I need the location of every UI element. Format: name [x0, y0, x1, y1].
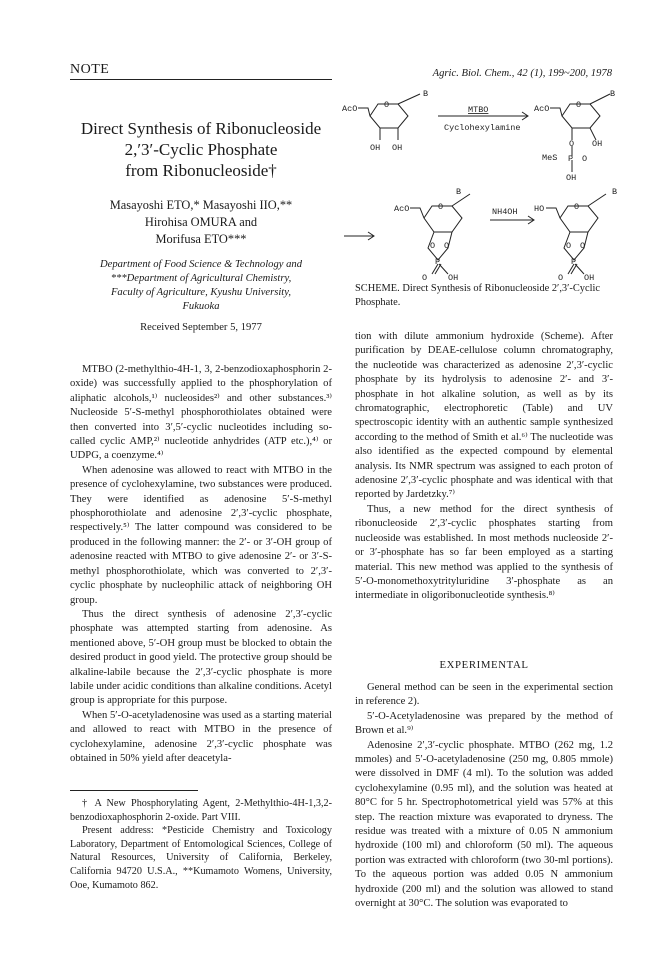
label-mes: MeS [542, 153, 558, 163]
label-aco: AcO [394, 204, 410, 214]
label-o: O [580, 241, 586, 251]
label-aco: AcO [342, 104, 358, 114]
footnote-rule [70, 790, 198, 791]
title-line: from Ribonucleoside† [125, 161, 277, 180]
label-o: O [569, 139, 575, 149]
section-label: NOTE [70, 62, 110, 77]
label-oh: OH [592, 139, 603, 149]
footnote: Present address: *Pesticide Chemistry and Toxicology Laboratory, Department of Entomological Sciences, College of Natural Resources, University of California, Berkeley, California 94720 U.S.A., **Kumamoto Womens, University, Ooe, Kumamoto 862. [70, 825, 332, 891]
body-paragraph: When 5′-O-acetyladenosine was used as a starting material and allowed to react with MTBO in the presence of cyclohexylamine, adenosine 2′,3′-cyclic phosphate was obtained in 50% yield after deacetyla- [70, 709, 332, 764]
author-line: Masayoshi ETO,* Masayoshi IIO,** [109, 198, 293, 212]
label-p: P [568, 154, 574, 164]
label-oh: OH [370, 143, 381, 153]
reagent-cyclohexylamine: Cyclohexylamine [444, 123, 521, 133]
affiliation-line: Faculty of Agriculture, Kyushu University, [110, 287, 292, 298]
footnotes [70, 797, 332, 892]
experimental-paragraph: Adenosine 2′,3′-cyclic phosphate. MTBO (262 mg, 1.2 mmoles) and 5′-O-acetyladenosine (250 mg, 0.805 mmole) were dissolved in DMF (4 ml). To the solution was added cyclohexylamine (0.95 ml), and the solution was heated at 80°C for 5 hr. Spectrophotometrical yield was 57% at this step. The reaction mixture was evaporated to dryness. The residue was treated with a mixture of 0.05 N ammonium hydroxide (100 ml) and chloroform (50 ml). The aqueous portion was extracted with chloroform (two 30-ml portions). To the aqueous portion was added 0.05 N ammonium hydroxide (200 ml) and the solution was allowed to stand overnight at 30°C. The solution was evaporated to [355, 739, 613, 910]
affiliation-line: ***Department of Agricultural Chemistry, [110, 273, 292, 284]
label-b: B [612, 187, 618, 197]
experimental-heading: EXPERIMENTAL [439, 659, 529, 671]
title-line: Direct Synthesis of Ribonucleoside [80, 119, 322, 138]
reagent-nh4oh: NH4OH [492, 207, 518, 217]
label-o: O [444, 241, 450, 251]
header-rule [70, 79, 332, 80]
reaction-scheme [340, 88, 622, 280]
experimental-paragraph: 5′-O-Acetyladenosine was prepared by the method of Brown et al.⁹⁾ [355, 710, 613, 737]
label-b: B [423, 89, 429, 99]
experimental-paragraph: General method can be seen in the experimental section in reference 2). [355, 682, 613, 708]
body-paragraph: Thus, a new method for the direct synthesis of ribonucleoside 2′,3′-cyclic phosphates starting from nucleoside was established. In most methods nucleoside 2′- or 3′-phosphate has so far been employed as a starting material. This new method was applied to the synthesis of 5′-O-monomethoxytrityluridine 3′-phosphate as an intermediate in oligoribonucleotide synthesis.⁸⁾ [355, 503, 613, 602]
label-ho: HO [534, 204, 545, 214]
right-column-body [355, 330, 613, 604]
affiliation-line: Fukuoka [182, 301, 220, 312]
body-paragraph: tion with dilute ammonium hydroxide (Scheme). After purification by DEAE-cellulose column chromatography, the nucleotide was characterized as adenosine 2′,3′-cyclic phosphate by its hydrolysis to adenosine 2′- and 3′-phosphate in hot alkaline solution, as well as by its chromatographic, electrophoretic (Table) and UV spectroscopic identity with an authentic sample synthesized according to the method of Smith et al.⁶⁾ The nucleotide was also identified as the expected compound by elemental analysis. Its NMR spectrum was assigned to each proton of adenosine 2′,3′-cyclic phosphate and was identical with that reported by Jardetzky.⁷⁾ [355, 331, 613, 501]
label-p: P [435, 257, 441, 267]
affiliation-line: Department of Food Science & Technology and [99, 259, 303, 270]
author-line: Hirohisa OMURA and [144, 215, 258, 229]
label-o: O [576, 100, 582, 110]
label-b: B [456, 187, 462, 197]
body-paragraph: Thus the direct synthesis of adenosine 2′,3′-cyclic phosphate was attempted starting from adenosine. As mentioned above, 5′-OH group must be blocked to obtain the desired product in good yield. The protective group should be alkaline-labile because the 2′,3′-cyclic phosphate is more labile under acidic conditions than alkaline conditions. Acetyl group is appropriate for this purpose. [70, 608, 332, 707]
scheme-caption [355, 282, 613, 310]
label-o: O [566, 241, 572, 251]
body-paragraph: MTBO (2-methylthio-4H-1, 3, 2-benzodioxaphosphorin 2-oxide) was successfully applied to the phosphorylation of aliphatic alcohols,¹⁾ nucleosides²⁾ and other substances.³⁾ Nucleoside 5′-S-methyl phosphorothiolates obtained were then converted into 3′,5′-cyclic nucleotides including so-called cyclic AMP,²⁾ nucleotide anhydrides (ATP etc.),⁴⁾ or UDPG, a coenzyme.⁴⁾ [70, 364, 332, 462]
scheme-caption-label: SCHEME. [355, 283, 400, 294]
journal-citation: Agric. Biol. Chem., 42 (1), 199~200, 1978 [432, 68, 612, 79]
label-o: O [438, 202, 444, 212]
label-oh: OH [392, 143, 403, 153]
label-o: O [422, 273, 428, 280]
label-oh: OH [566, 173, 577, 183]
scheme-caption-text: Direct Synthesis of Ribonucleoside 2′,3′-Cyclic Phosphate. [355, 283, 600, 308]
title-line: 2,′3′-Cyclic Phosphate [124, 140, 278, 159]
label-o: O [582, 154, 588, 164]
reagent-mtbo: MTBO [468, 105, 489, 115]
label-o: O [558, 273, 564, 280]
label-o: O [574, 202, 580, 212]
label-oh: OH [584, 273, 595, 280]
received-date: Received September 5, 1977 [140, 322, 262, 333]
label-o: O [384, 100, 390, 110]
author-list [70, 197, 332, 248]
left-column-body [70, 363, 332, 766]
author-line: Morifusa ETO*** [155, 232, 247, 246]
label-b: B [610, 89, 616, 99]
label-o: O [430, 241, 436, 251]
article-title [70, 118, 332, 181]
label-aco: AcO [534, 104, 550, 114]
label-p: P [571, 257, 577, 267]
experimental-body [355, 681, 613, 912]
body-paragraph: When adenosine was allowed to react with MTBO in the presence of cyclohexylamine, two substances were produced. They were identified as adenosine 5′-S-methyl phosphorothiolate and adenosine 2′,3′-cyclic phosphate, respectively.⁵⁾ The latter compound was considered to be produced in the following manner: the 2′- or 3′-OH group of adenosine reacted with MTBO to give adenosine 2′- or 3′-S-methyl phosphorothiolate, which was converted to 2′,3′-cyclic phosphate by nucleophilic attack of neighboring OH group. [70, 464, 332, 606]
label-oh: OH [448, 273, 459, 280]
footnote: † A New Phosphorylating Agent, 2-Methylthio-4H-1,3,2-benzodioxaphosphorin 2-oxide. Part VIII. [70, 798, 332, 823]
affiliation [70, 258, 332, 314]
